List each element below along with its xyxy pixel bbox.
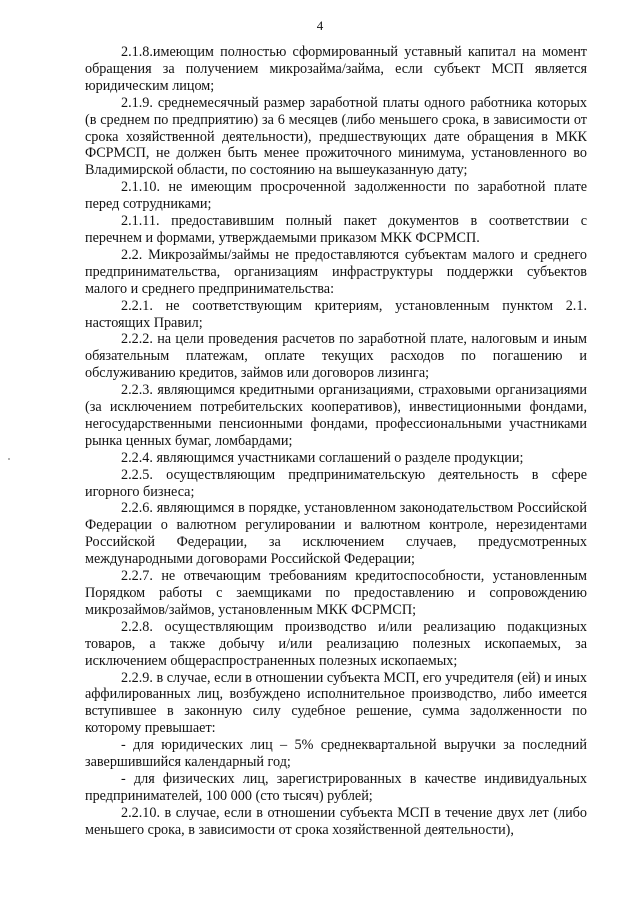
- clause-2-1-11: 2.1.11. предоставившим полный пакет документов в соответствии с перечнем и формами, утверждаемыми приказом МКК ФСРМСП.: [85, 213, 587, 246]
- scan-speck: [8, 458, 10, 460]
- clause-2-2-4: 2.2.4. являющимся участниками соглашений о разделе продукции;: [121, 449, 524, 466]
- clause-2-2-9-individuals: - для физических лиц, зарегистрированных в качестве индивидуальных предпринимателей, 100 000 (сто тысяч) рублей;: [85, 770, 587, 804]
- document-body: [85, 44, 587, 839]
- clause-2-2-1: 2.2.1. не соответствующим критериям, установленным пунктом 2.1. настоящих Правил;: [85, 297, 587, 331]
- clause-2-2-5: 2.2.5. осуществляющим предпринимательскую деятельность в сфере игорного бизнеса;: [85, 466, 587, 500]
- clause-2-2-6: 2.2.6. являющимся в порядке, установленном законодательством Российской Федерации о валютном регулировании и валютном контроле, нерезидентами Российской Федерации, за исключением случаев, предусмотренных международными договорами Российской Федерации;: [85, 500, 587, 568]
- clause-2-2-7: 2.2.7. не отвечающим требованиям кредитоспособности, установленным Порядком работы с заемщиками по предоставлению и сопровождению микрозаймов/займов, установленным МКК ФСРМСП;: [85, 568, 587, 618]
- page-number: 4: [316, 18, 324, 33]
- clause-2-2-8: 2.2.8. осуществляющим производство и/или реализацию подакцизных товаров, а также добычу и/или реализацию полезных ископаемых, за исключением общераспространенных полезных ископаемых;: [85, 618, 587, 669]
- clause-2-1-10: 2.1.10. не имеющим просроченной задолженности по заработной плате перед сотрудниками;: [85, 179, 587, 213]
- clause-2-1-9: 2.1.9. среднемесячный размер заработной платы одного работника которых (в среднем по предприятию) за 6 месяцев (либо меньшего срока, в зависимости от срока хозяйственной деятельности), предшествующих дате обращения в МКК ФСРМСП, не должен быть менее прожиточного минимума, установленного во Владимирской области, по состоянию на вышеуказанную дату;: [85, 94, 587, 179]
- clause-2-2-2: 2.2.2. на цели проведения расчетов по заработной плате, налоговым и иным обязательным платежам, оплате текущих расходов по погашению и обслуживанию кредитов, займов или договоров лизинга;: [85, 331, 587, 382]
- clause-2-2: 2.2. Микрозаймы/займы не предоставляются субъектам малого и среднего предпринимательства, организациям инфраструктуры поддержки субъектов малого и среднего предпринимательства:: [85, 246, 587, 297]
- clause-2-2-9: 2.2.9. в случае, если в отношении субъекта МСП, его учредителя (ей) и иных аффилированных лиц, возбуждено исполнительное производство, либо имеется вступившее в законную силу судебное решение, сумма задолженности по которому превышает:: [85, 669, 587, 737]
- clause-2-2-3: 2.2.3. являющимся кредитными организациями, страховыми организациями (за исключением потребительских кооперативов), инвестиционными фондами, негосударственными пенсионными фондами, профессиональными участниками рынка ценных бумаг, ломбардами;: [85, 382, 587, 449]
- clause-2-2-9-legal-entities: - для юридических лиц – 5% среднеквартальной выручки за последний завершившийся календарный год;: [85, 737, 587, 771]
- clause-2-1-8: 2.1.8.имеющим полностью сформированный уставный капитал на момент обращения за получением микрозайма/займа, если субъект МСП является юридическим лицом;: [85, 44, 587, 94]
- clause-2-2-10: 2.2.10. в случае, если в отношении субъекта МСП в течение двух лет (либо меньшего срока, в зависимости от срока хозяйственной деятельности),: [85, 804, 587, 838]
